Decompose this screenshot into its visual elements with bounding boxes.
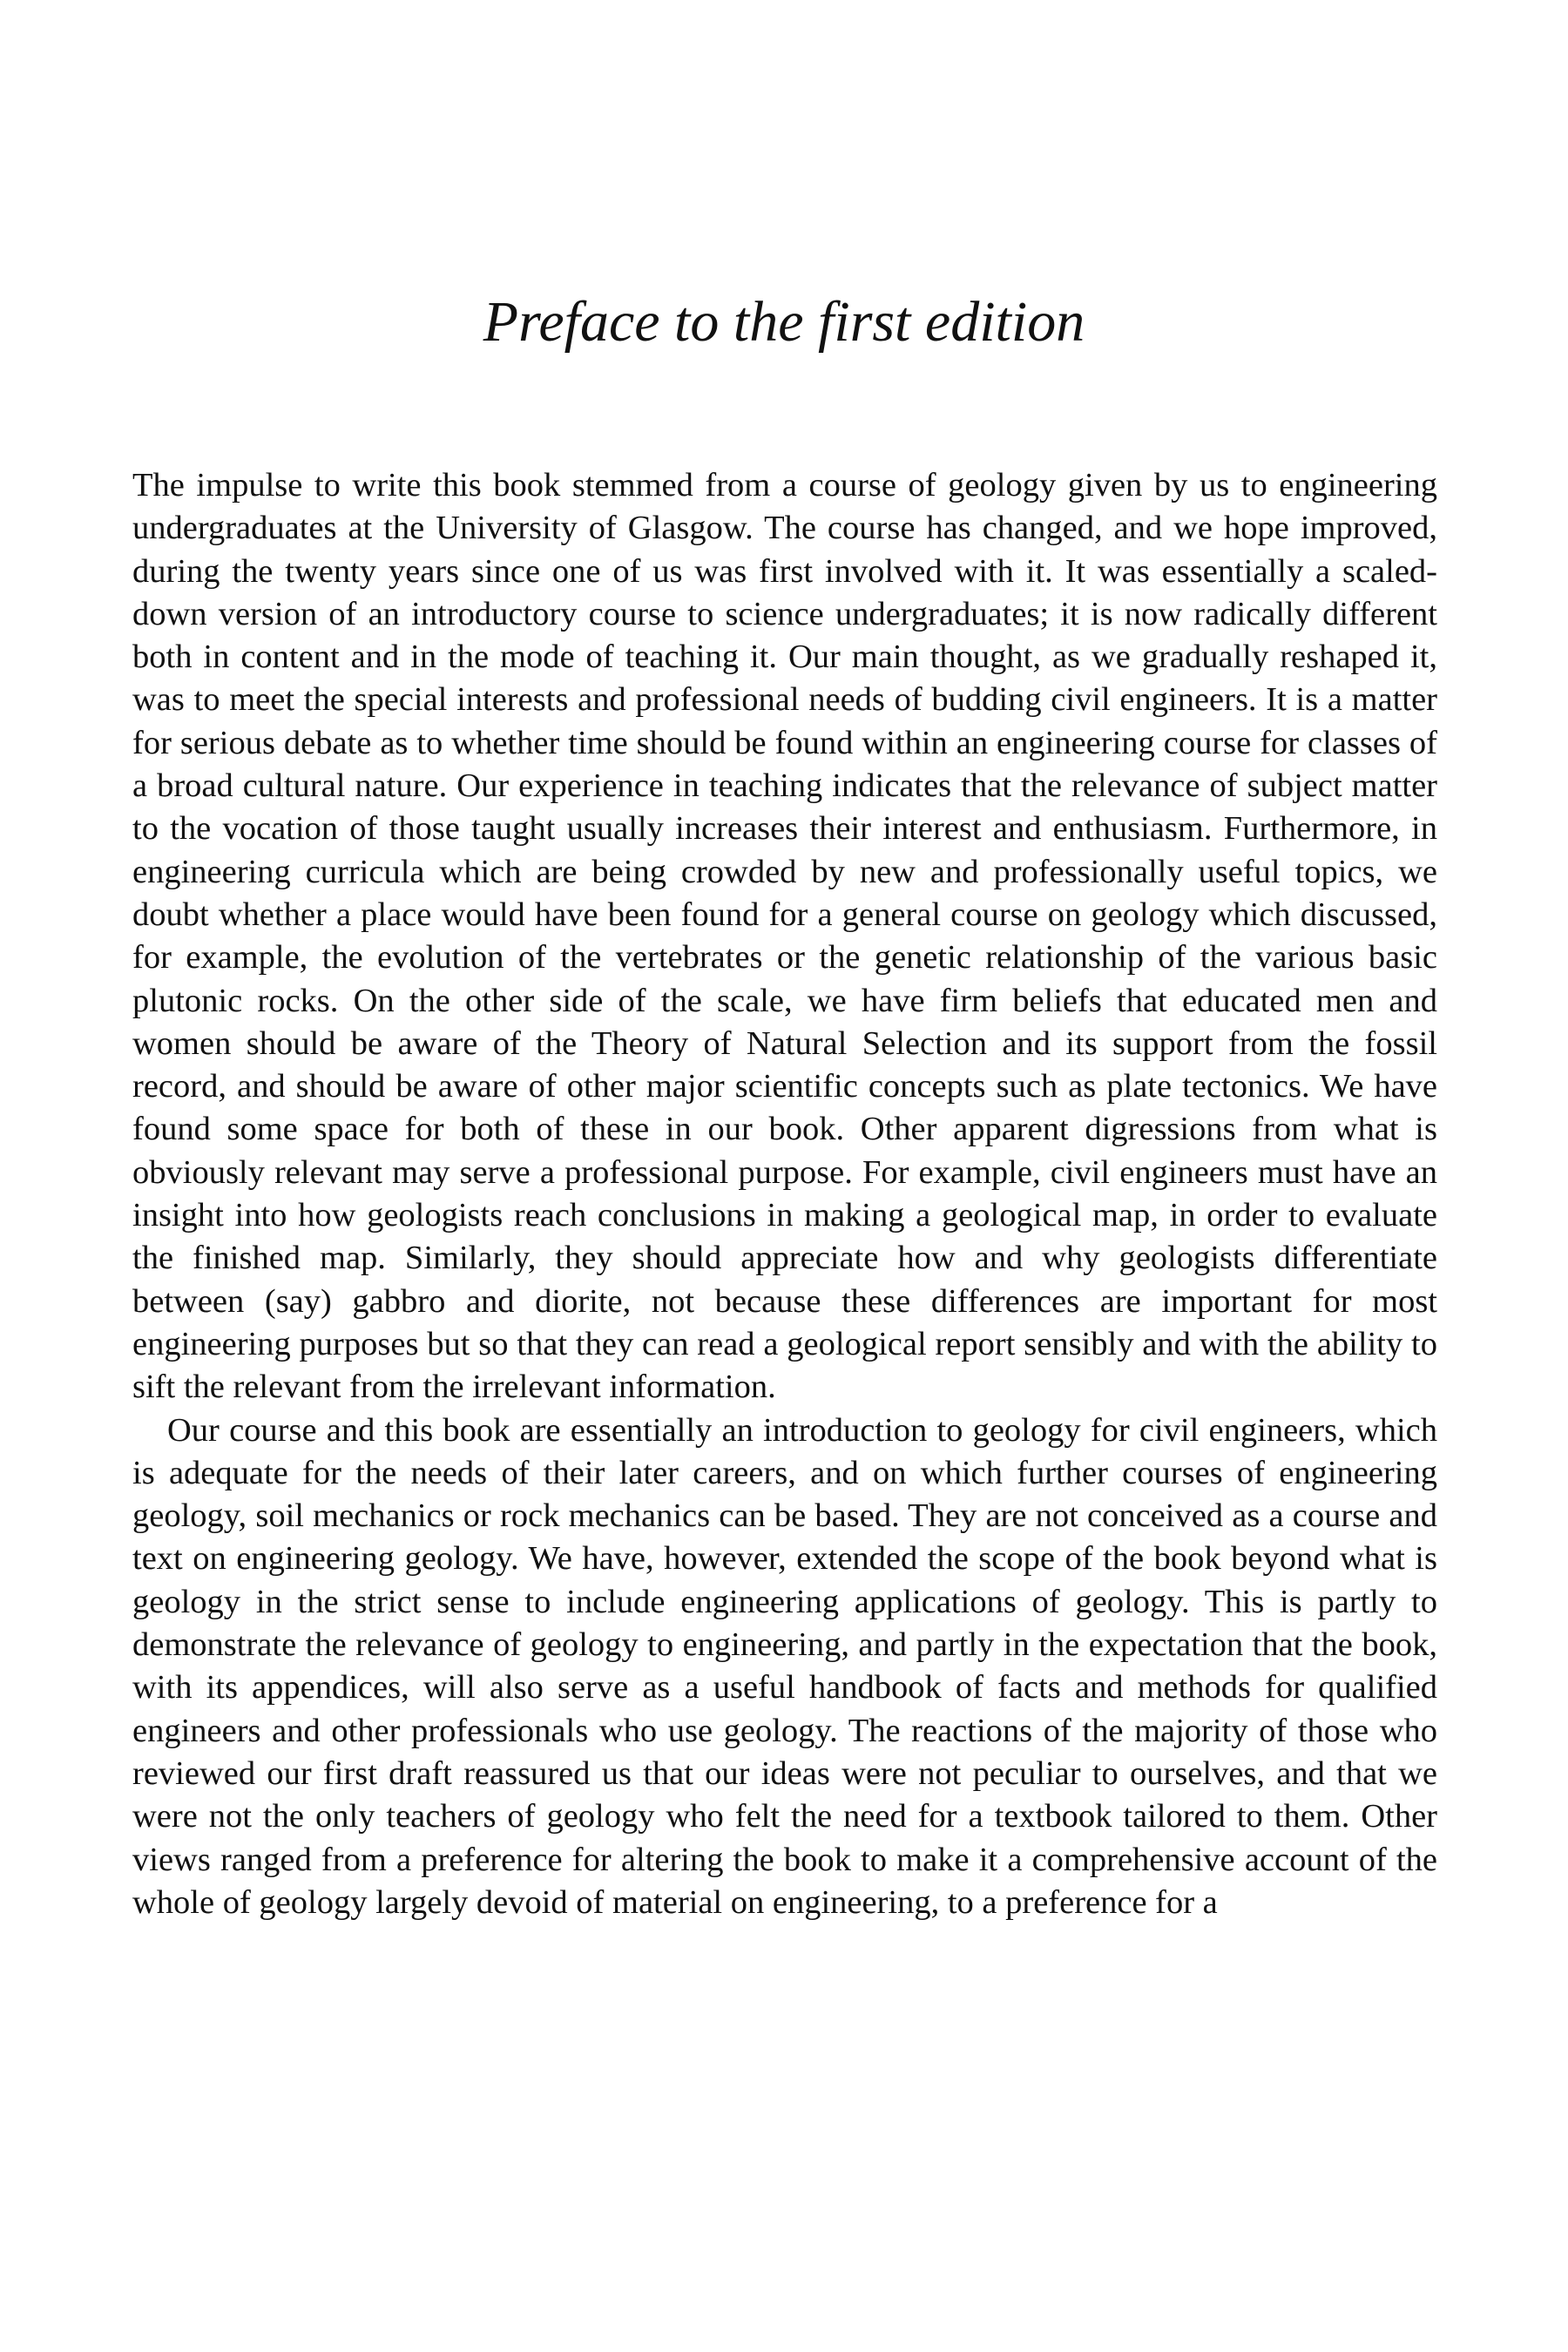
paragraph-1: The impulse to write this book stemmed from a course of geology given by us to engineering undergraduates at the University of Glasgow. The course has changed, and we hope improved, during the twenty years since one of us was first involved with it. It was essentially a scaled-down version of an introductory course to science undergraduates; it is now radically different both in content and in the mode of teaching it. Our main thought, as we gradually reshaped it, was to meet the special interests and professional needs of budding civil engineers. It is a matter for serious debate as to whether time should be found within an engineering course for classes of a broad cultural nature. Our experience in teaching indicates that the relevance of subject matter to the vocation of those taught usually increases their interest and enthusiasm. Furthermore, in engineering curricula which are being crowded by new and professionally useful topics, we doubt whether a place would have been found for a general course on geology which discussed, for example, the evolution of the vertebrates or the genetic relationship of the various basic plutonic rocks. On the other side of the scale, we have firm beliefs that educated men and women should be aware of the Theory of Natural Selection and its support from the fossil record, and should be aware of other major scientific concepts such as plate tectonics. We have found some space for both of these in our book. Other apparent digressions from what is obviously relevant may serve a professional purpose. For example, civil engineers must have an insight into how geologists reach conclusions in making a geological map, in order to evaluate the finished map. Similarly, they should appreciate how and why geologists differentiate between (say) gabbro and diorite, not because these differences are important for most engineering purposes but so that they can read a geological report sensibly and with the ability to sift the relevant from the irrelevant information. [132, 467, 1437, 1406]
page-title: Preface to the first edition [483, 290, 1085, 354]
body-text [132, 464, 1437, 1924]
paragraph-2: Our course and this book are essentially an introduction to geology for civil engineers, which is adequate for the needs of their later careers, and on which further courses of engineering geology, soil mechanics or rock mechanics can be based. They are not conceived as a course and text on engineering geology. We have, however, extended the scope of the book beyond what is geology in the strict sense to include engineering applications of geology. This is partly to demonstrate the relevance of geology to engineering, and partly in the expectation that the book, with its appendices, will also serve as a useful handbook of facts and methods for qualified engineers and other professionals who use geology. The reactions of the majority of those who reviewed our first draft reassured us that our ideas were not peculiar to ourselves, and that we were not the only teachers of geology who felt the need for a textbook tailored to them. Other views ranged from a preference for altering the book to make it a comprehensive account of the whole of geology largely devoid of material on engineering, to a preference for a [132, 1411, 1437, 1921]
